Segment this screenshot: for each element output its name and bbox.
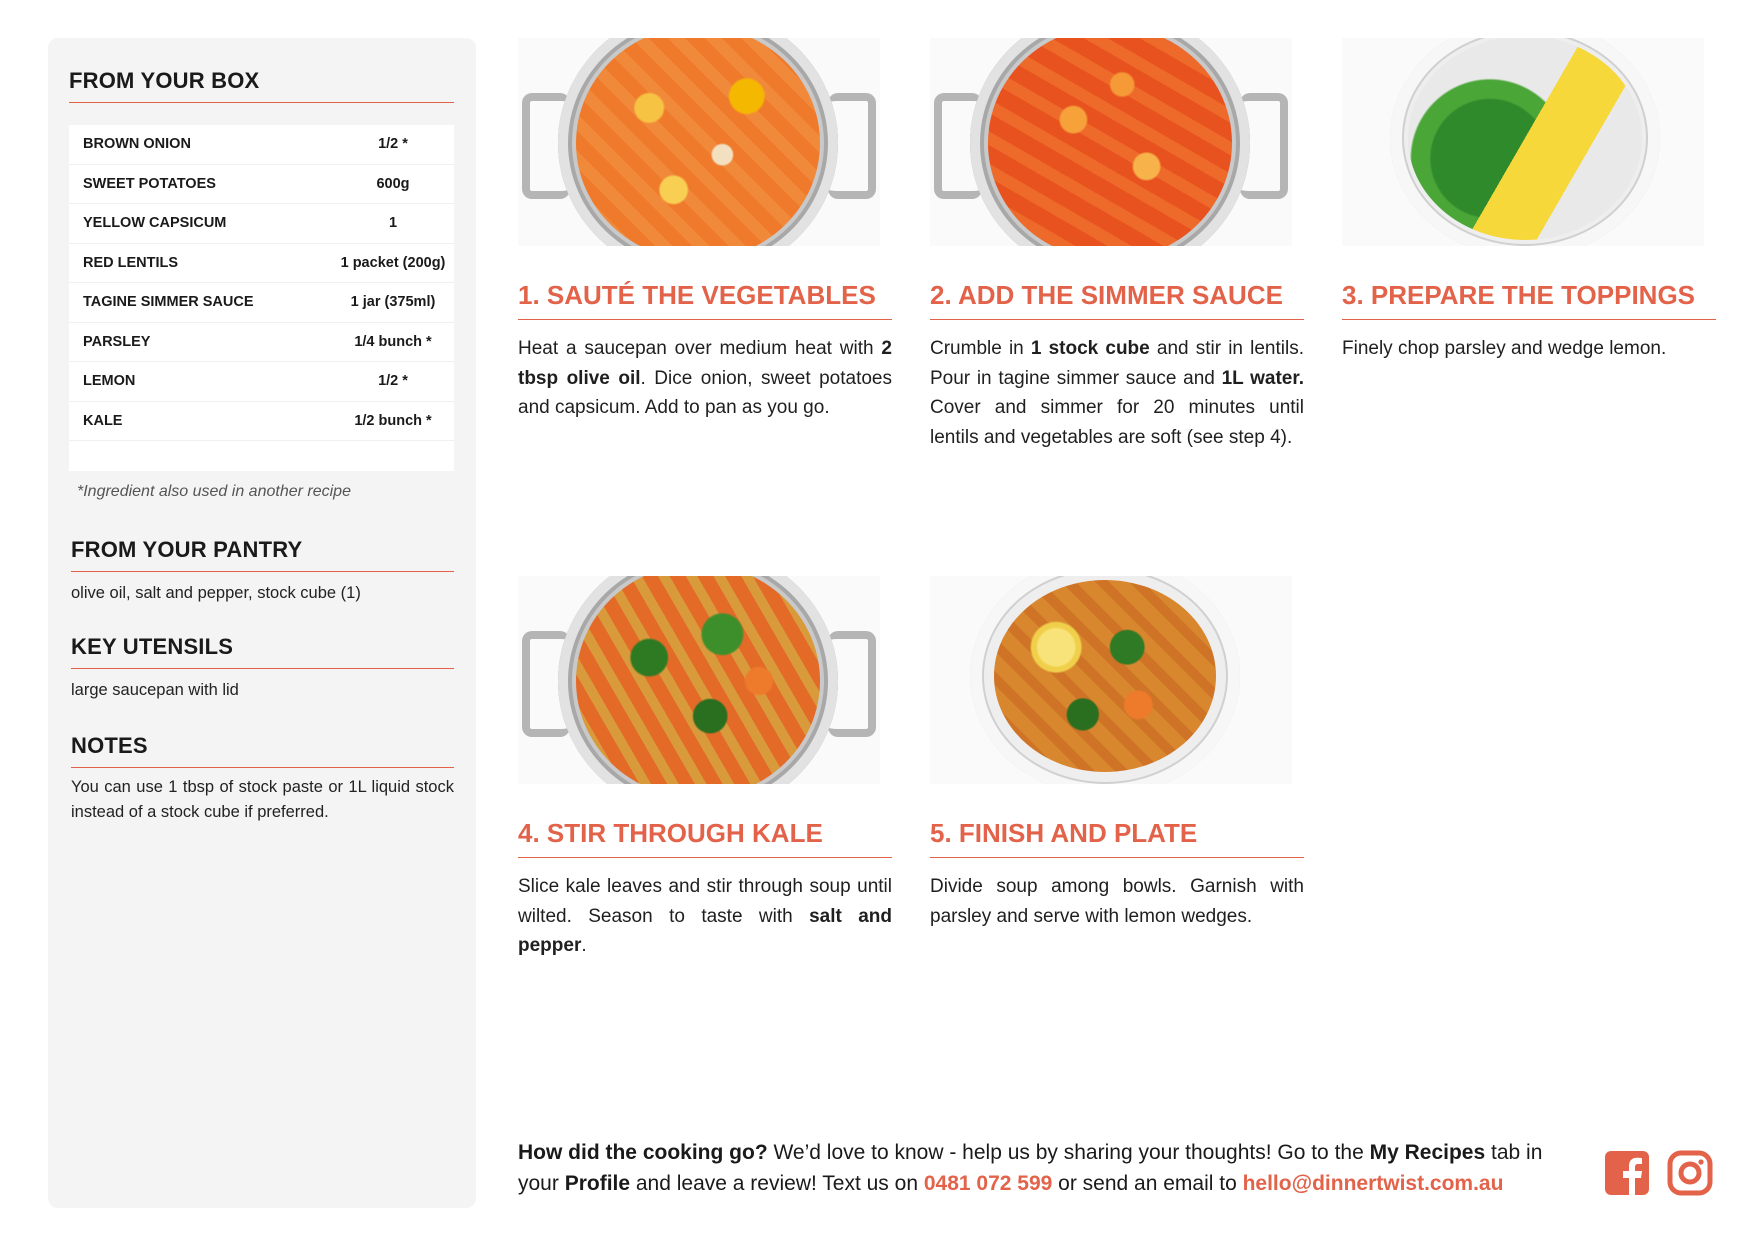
sidebar bbox=[48, 38, 476, 1208]
step-4-title: 4. STIR THROUGH KALE bbox=[518, 818, 892, 858]
notes-text: You can use 1 tbsp of stock paste or 1L liquid stock instead of a stock cube if preferred. bbox=[71, 778, 454, 821]
step-4-body: Slice kale leaves and stir through soup until wilted. Season to taste with salt and pepper. bbox=[518, 876, 892, 956]
step-3-title: 3. PREPARE THE TOPPINGS bbox=[1342, 280, 1716, 320]
ingredient-quantity: 1 jar (375ml) bbox=[350, 294, 436, 311]
step-2-photo bbox=[930, 38, 1292, 246]
ingredient-quantity: 1 bbox=[388, 215, 398, 232]
step-5-title: 5. FINISH AND PLATE bbox=[930, 818, 1304, 858]
step-1-photo bbox=[518, 38, 880, 246]
feedback-message: How did the cooking go? We’d love to know - help us by sharing your thoughts! Go to the My Recipes tab in your Profile and leave a review! Text us on 0481 072 599 or send an email to hello@dinnertwist.com.au bbox=[518, 1141, 1543, 1195]
ingredient-quantity: 1/4 bunch * bbox=[354, 333, 432, 350]
step-1 bbox=[518, 38, 892, 423]
ingredient-quantity: 1/2 bunch * bbox=[354, 412, 432, 429]
ingredient-row bbox=[69, 283, 454, 323]
step-5-body: Divide soup among bowls. Garnish with parsley and serve with lemon wedges. bbox=[930, 876, 1304, 927]
notes-heading: NOTES bbox=[71, 733, 454, 768]
ingredient-quantity: 1/2 * bbox=[378, 373, 408, 390]
ingredient-quantity: 600g bbox=[376, 175, 410, 192]
ingredient-row bbox=[69, 165, 454, 205]
utensils-text: large saucepan with lid bbox=[71, 681, 239, 699]
key-utensils-heading: KEY UTENSILS bbox=[71, 634, 454, 669]
footnote: *Ingredient also used in another recipe bbox=[77, 483, 351, 500]
step-1-title: 1. SAUTÉ THE VEGETABLES bbox=[518, 280, 892, 320]
step-2-title: 2. ADD THE SIMMER SAUCE bbox=[930, 280, 1304, 320]
step-4-photo bbox=[518, 576, 880, 784]
ingredient-name: SWEET POTATOES bbox=[83, 175, 216, 192]
step-3-body: Finely chop parsley and wedge lemon. bbox=[1342, 338, 1667, 359]
from-your-box-heading: FROM YOUR BOX bbox=[69, 68, 454, 103]
facebook-icon[interactable] bbox=[1604, 1150, 1650, 1196]
step-3-photo bbox=[1342, 38, 1704, 246]
ingredient-quantity: 1 packet (200g) bbox=[340, 254, 446, 271]
ingredient-row bbox=[69, 204, 454, 244]
ingredient-name: LEMON bbox=[83, 373, 136, 390]
instagram-icon[interactable] bbox=[1667, 1150, 1713, 1196]
step-3 bbox=[1342, 38, 1716, 364]
ingredient-quantity: 1/2 * bbox=[378, 136, 408, 153]
pantry-text: olive oil, salt and pepper, stock cube (1) bbox=[71, 584, 361, 602]
ingredient-row bbox=[69, 323, 454, 363]
ingredient-row bbox=[69, 362, 454, 402]
step-5-photo bbox=[930, 576, 1292, 784]
ingredient-name: BROWN ONION bbox=[83, 136, 191, 153]
ingredient-name: PARSLEY bbox=[83, 333, 151, 350]
step-1-body: Heat a saucepan over medium heat with 2 tbsp olive oil. Dice onion, sweet potatoes and capsicum. Add to pan as you go. bbox=[518, 338, 892, 418]
from-your-pantry-heading: FROM YOUR PANTRY bbox=[71, 537, 454, 572]
ingredient-name: RED LENTILS bbox=[83, 254, 179, 271]
step-5 bbox=[930, 576, 1304, 931]
ingredient-row bbox=[69, 125, 454, 165]
step-2 bbox=[930, 38, 1304, 452]
ingredient-row bbox=[69, 402, 454, 442]
ingredient-table bbox=[69, 125, 454, 471]
step-2-body: Crumble in 1 stock cube and stir in lentils. Pour in tagine simmer sauce and 1L water. Cover and simmer for 20 minutes until lentils and vegetables are soft (see step 4). bbox=[930, 338, 1304, 448]
ingredient-row bbox=[69, 244, 454, 284]
ingredient-name: TAGINE SIMMER SAUCE bbox=[83, 294, 254, 311]
ingredient-name: KALE bbox=[83, 412, 123, 429]
step-4 bbox=[518, 576, 892, 961]
ingredient-name: YELLOW CAPSICUM bbox=[83, 215, 227, 232]
